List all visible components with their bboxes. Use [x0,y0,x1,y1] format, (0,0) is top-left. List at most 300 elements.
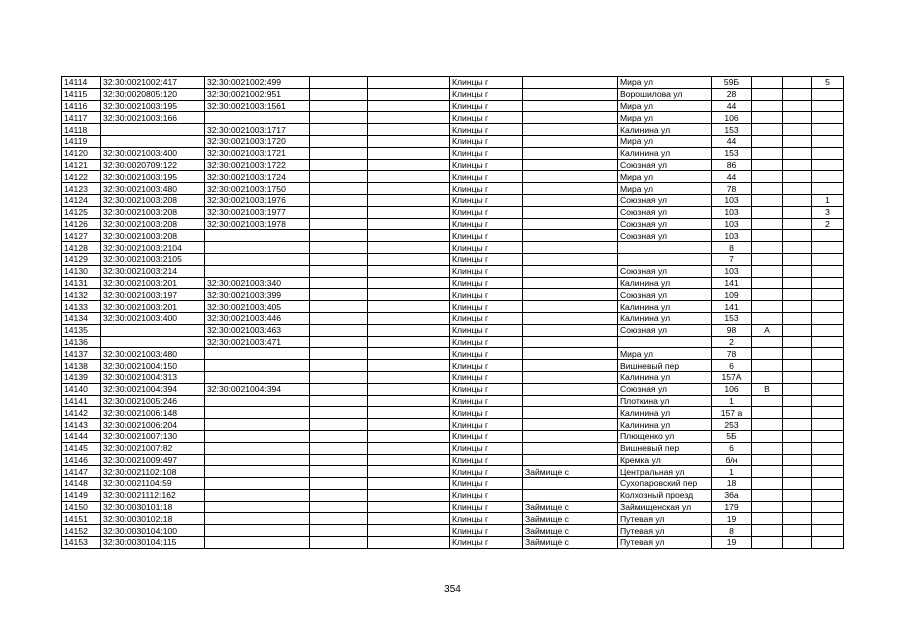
settlement-cell [523,194,618,206]
extra-cell [812,124,844,136]
cadastral-number-cell: 32:30:0021003:208 [101,194,205,206]
settlement-cell [523,183,618,195]
empty-cell [310,277,368,289]
cadastral-number-cell: 32:30:0021102:108 [101,466,205,478]
extra-cell [812,183,844,195]
cadastral-number-cell: 32:30:0021004:394 [101,383,205,395]
empty-cell [783,135,812,147]
cadastral-number-cell: 32:30:0021003:166 [101,112,205,124]
empty-cell [310,312,368,324]
cadastral-number-cell: 32:30:0021003:2105 [101,253,205,265]
city-cell: Клинцы г [450,112,523,124]
city-cell: Клинцы г [450,466,523,478]
settlement-cell [523,277,618,289]
registry-table-wrapper [61,76,844,549]
letter-cell [752,360,783,372]
cadastral-number-cell: 32:30:0021003:201 [101,301,205,313]
cadastral-number-cell: 32:30:0021003:197 [101,289,205,301]
extra-cell [812,265,844,277]
extra-cell [812,489,844,501]
table-row [62,312,844,324]
city-cell: Клинцы г [450,489,523,501]
row-number-cell: 14121 [62,159,101,171]
letter-cell [752,336,783,348]
row-number-cell: 14118 [62,124,101,136]
house-number-cell: б/н [712,454,752,466]
settlement-cell [523,159,618,171]
cadastral-number-2-cell: 32:30:0021003:1978 [205,218,310,230]
cadastral-number-cell: 32:30:0021003:2104 [101,242,205,254]
street-cell: Сухопаровский пер [618,478,712,490]
empty-cell [783,289,812,301]
letter-cell [752,537,783,549]
empty-cell [368,324,450,336]
street-cell: Мира ул [618,171,712,183]
cadastral-number-cell: 32:30:0021003:400 [101,147,205,159]
letter-cell [752,230,783,242]
empty-cell [368,265,450,277]
street-cell: Мира ул [618,112,712,124]
settlement-cell [523,124,618,136]
row-number-cell: 14125 [62,206,101,218]
city-cell: Клинцы г [450,312,523,324]
street-cell: Мира ул [618,348,712,360]
empty-cell [310,206,368,218]
cadastral-number-cell: 32:30:0021003:480 [101,348,205,360]
empty-cell [783,242,812,254]
empty-cell [783,324,812,336]
settlement-cell [523,112,618,124]
empty-cell [310,171,368,183]
house-number-cell: 44 [712,171,752,183]
table-row [62,430,844,442]
letter-cell [752,265,783,277]
empty-cell [368,312,450,324]
table-row [62,242,844,254]
row-number-cell: 14126 [62,218,101,230]
empty-cell [783,88,812,100]
settlement-cell [523,454,618,466]
table-row [62,147,844,159]
empty-cell [368,124,450,136]
empty-cell [783,218,812,230]
empty-cell [783,513,812,525]
table-row [62,407,844,419]
letter-cell [752,419,783,431]
cadastral-number-cell: 32:30:0021003:201 [101,277,205,289]
extra-cell: 1 [812,194,844,206]
empty-cell [310,77,368,89]
extra-cell [812,466,844,478]
row-number-cell: 14150 [62,501,101,513]
cadastral-number-cell: 32:30:0030104:115 [101,537,205,549]
empty-cell [368,537,450,549]
street-cell: Калинина ул [618,277,712,289]
cadastral-number-2-cell [205,501,310,513]
empty-cell [310,147,368,159]
extra-cell [812,371,844,383]
empty-cell [310,124,368,136]
empty-cell [310,301,368,313]
letter-cell [752,183,783,195]
street-cell: Союзная ул [618,159,712,171]
extra-cell [812,501,844,513]
cadastral-number-cell [101,336,205,348]
empty-cell [310,442,368,454]
letter-cell [752,442,783,454]
cadastral-number-cell: 32:30:0021004:150 [101,360,205,372]
street-cell: Союзная ул [618,289,712,301]
cadastral-number-cell: 32:30:0030102:18 [101,513,205,525]
empty-cell [310,100,368,112]
city-cell: Клинцы г [450,301,523,313]
street-cell: Вишневый пер [618,360,712,372]
city-cell: Клинцы г [450,407,523,419]
empty-cell [783,336,812,348]
empty-cell [310,230,368,242]
empty-cell [783,277,812,289]
extra-cell [812,312,844,324]
house-number-cell: 103 [712,218,752,230]
empty-cell [368,513,450,525]
letter-cell [752,348,783,360]
house-number-cell: 44 [712,135,752,147]
empty-cell [310,525,368,537]
cadastral-number-2-cell [205,478,310,490]
row-number-cell: 14127 [62,230,101,242]
empty-cell [368,218,450,230]
row-number-cell: 14147 [62,466,101,478]
city-cell: Клинцы г [450,371,523,383]
letter-cell [752,218,783,230]
table-row [62,277,844,289]
table-row [62,419,844,431]
row-number-cell: 14120 [62,147,101,159]
city-cell: Клинцы г [450,324,523,336]
table-row [62,124,844,136]
city-cell: Клинцы г [450,77,523,89]
empty-cell [368,206,450,218]
table-row [62,442,844,454]
house-number-cell: 59Б [712,77,752,89]
city-cell: Клинцы г [450,430,523,442]
letter-cell [752,489,783,501]
settlement-cell [523,430,618,442]
city-cell: Клинцы г [450,230,523,242]
settlement-cell: Займище с [523,501,618,513]
street-cell: Союзная ул [618,206,712,218]
row-number-cell: 14128 [62,242,101,254]
row-number-cell: 14152 [62,525,101,537]
settlement-cell [523,147,618,159]
extra-cell [812,253,844,265]
empty-cell [368,171,450,183]
registry-table-body [62,77,844,549]
cadastral-number-cell: 32:30:0021006:204 [101,419,205,431]
house-number-cell: 78 [712,348,752,360]
table-row [62,171,844,183]
letter-cell [752,478,783,490]
street-cell: Путевая ул [618,525,712,537]
row-number-cell: 14142 [62,407,101,419]
empty-cell [783,430,812,442]
street-cell: Союзная ул [618,265,712,277]
empty-cell [783,407,812,419]
row-number-cell: 14134 [62,312,101,324]
city-cell: Клинцы г [450,419,523,431]
extra-cell [812,88,844,100]
row-number-cell: 14135 [62,324,101,336]
cadastral-number-2-cell [205,253,310,265]
city-cell: Клинцы г [450,289,523,301]
settlement-cell [523,265,618,277]
house-number-cell: 1 [712,395,752,407]
table-row [62,395,844,407]
row-number-cell: 14139 [62,371,101,383]
letter-cell [752,206,783,218]
table-row [62,525,844,537]
letter-cell [752,301,783,313]
extra-cell [812,513,844,525]
street-cell: Союзная ул [618,324,712,336]
empty-cell [310,383,368,395]
letter-cell [752,171,783,183]
extra-cell [812,230,844,242]
settlement-cell [523,371,618,383]
cadastral-number-2-cell [205,242,310,254]
empty-cell [310,430,368,442]
cadastral-number-2-cell [205,265,310,277]
table-row [62,135,844,147]
empty-cell [783,442,812,454]
row-number-cell: 14131 [62,277,101,289]
extra-cell [812,242,844,254]
empty-cell [783,395,812,407]
table-row [62,336,844,348]
city-cell: Клинцы г [450,135,523,147]
empty-cell [310,88,368,100]
letter-cell [752,147,783,159]
cadastral-number-2-cell: 32:30:0021002:951 [205,88,310,100]
cadastral-number-2-cell: 32:30:0021003:463 [205,324,310,336]
table-row [62,513,844,525]
settlement-cell [523,348,618,360]
city-cell: Клинцы г [450,242,523,254]
house-number-cell: 36а [712,489,752,501]
table-row [62,100,844,112]
empty-cell [783,194,812,206]
letter-cell [752,124,783,136]
extra-cell [812,383,844,395]
table-row [62,265,844,277]
row-number-cell: 14129 [62,253,101,265]
cadastral-number-2-cell [205,407,310,419]
street-cell: Плющенко ул [618,430,712,442]
house-number-cell: 103 [712,206,752,218]
city-cell: Клинцы г [450,537,523,549]
empty-cell [310,348,368,360]
row-number-cell: 14114 [62,77,101,89]
cadastral-number-2-cell: 32:30:0021003:1750 [205,183,310,195]
extra-cell [812,336,844,348]
empty-cell [783,159,812,171]
row-number-cell: 14138 [62,360,101,372]
empty-cell [783,478,812,490]
cadastral-number-cell: 32:30:0021005:246 [101,395,205,407]
settlement-cell [523,218,618,230]
cadastral-number-cell: 32:30:0020709:122 [101,159,205,171]
cadastral-number-cell: 32:30:0021003:208 [101,230,205,242]
house-number-cell: 1 [712,466,752,478]
settlement-cell [523,383,618,395]
city-cell: Клинцы г [450,277,523,289]
empty-cell [368,466,450,478]
table-row [62,466,844,478]
empty-cell [783,77,812,89]
cadastral-number-cell: 32:30:0021003:208 [101,206,205,218]
row-number-cell: 14136 [62,336,101,348]
empty-cell [368,360,450,372]
letter-cell [752,277,783,289]
extra-cell [812,442,844,454]
cadastral-number-cell: 32:30:0021003:208 [101,218,205,230]
empty-cell [368,336,450,348]
house-number-cell: 18 [712,478,752,490]
house-number-cell: 8 [712,242,752,254]
empty-cell [310,395,368,407]
house-number-cell: 28 [712,88,752,100]
extra-cell [812,147,844,159]
empty-cell [310,454,368,466]
empty-cell [368,194,450,206]
empty-cell [368,159,450,171]
empty-cell [368,419,450,431]
table-row [62,324,844,336]
cadastral-number-2-cell: 32:30:0021002:499 [205,77,310,89]
cadastral-number-cell: 32:30:0021003:480 [101,183,205,195]
empty-cell [783,419,812,431]
empty-cell [368,430,450,442]
cadastral-number-2-cell: 32:30:0021003:1561 [205,100,310,112]
settlement-cell [523,77,618,89]
city-cell: Клинцы г [450,194,523,206]
settlement-cell [523,419,618,431]
empty-cell [783,383,812,395]
empty-cell [368,77,450,89]
house-number-cell: 6 [712,360,752,372]
house-number-cell: 153 [712,147,752,159]
row-number-cell: 14143 [62,419,101,431]
empty-cell [368,407,450,419]
settlement-cell [523,312,618,324]
table-row [62,194,844,206]
settlement-cell [523,289,618,301]
cadastral-number-cell: 32:30:0030104:100 [101,525,205,537]
empty-cell [368,501,450,513]
row-number-cell: 14153 [62,537,101,549]
letter-cell [752,454,783,466]
house-number-cell: 5Б [712,430,752,442]
empty-cell [783,112,812,124]
row-number-cell: 14151 [62,513,101,525]
house-number-cell: 179 [712,501,752,513]
street-cell: Мира ул [618,135,712,147]
cadastral-number-cell: 32:30:0021104:59 [101,478,205,490]
cadastral-number-cell: 32:30:0021003:195 [101,100,205,112]
street-cell: Мира ул [618,77,712,89]
empty-cell [310,419,368,431]
city-cell: Клинцы г [450,183,523,195]
table-row [62,159,844,171]
extra-cell: 3 [812,206,844,218]
empty-cell [310,466,368,478]
empty-cell [368,112,450,124]
city-cell: Клинцы г [450,124,523,136]
extra-cell: 5 [812,77,844,89]
cadastral-number-cell: 32:30:0021003:195 [101,171,205,183]
city-cell: Клинцы г [450,395,523,407]
street-cell: Калинина ул [618,371,712,383]
cadastral-number-cell: 32:30:0020805:120 [101,88,205,100]
empty-cell [310,478,368,490]
street-cell: Калинина ул [618,419,712,431]
street-cell: Вишневый пер [618,442,712,454]
cadastral-number-2-cell: 32:30:0021003:1976 [205,194,310,206]
empty-cell [368,348,450,360]
house-number-cell: 78 [712,183,752,195]
settlement-cell [523,171,618,183]
street-cell: Союзная ул [618,230,712,242]
empty-cell [783,147,812,159]
extra-cell [812,289,844,301]
city-cell: Клинцы г [450,513,523,525]
cadastral-number-2-cell: 32:30:0021003:1722 [205,159,310,171]
row-number-cell: 14148 [62,478,101,490]
table-row [62,478,844,490]
empty-cell [783,206,812,218]
empty-cell [310,159,368,171]
empty-cell [310,183,368,195]
empty-cell [783,171,812,183]
row-number-cell: 14144 [62,430,101,442]
letter-cell [752,242,783,254]
city-cell: Клинцы г [450,171,523,183]
cadastral-number-2-cell [205,466,310,478]
row-number-cell: 14132 [62,289,101,301]
cadastral-number-2-cell [205,230,310,242]
cadastral-number-2-cell: 32:30:0021003:340 [205,277,310,289]
letter-cell [752,501,783,513]
cadastral-number-2-cell: 32:30:0021004:394 [205,383,310,395]
house-number-cell: 109 [712,289,752,301]
street-cell: Плоткина ул [618,395,712,407]
cadastral-number-2-cell [205,395,310,407]
letter-cell [752,88,783,100]
house-number-cell: 86 [712,159,752,171]
settlement-cell [523,206,618,218]
cadastral-number-2-cell [205,430,310,442]
cadastral-number-2-cell [205,513,310,525]
empty-cell [783,253,812,265]
city-cell: Клинцы г [450,218,523,230]
extra-cell [812,407,844,419]
cadastral-number-2-cell: 32:30:0021003:1721 [205,147,310,159]
settlement-cell [523,478,618,490]
table-row [62,289,844,301]
house-number-cell: 6 [712,442,752,454]
settlement-cell: Займище с [523,513,618,525]
table-row [62,230,844,242]
